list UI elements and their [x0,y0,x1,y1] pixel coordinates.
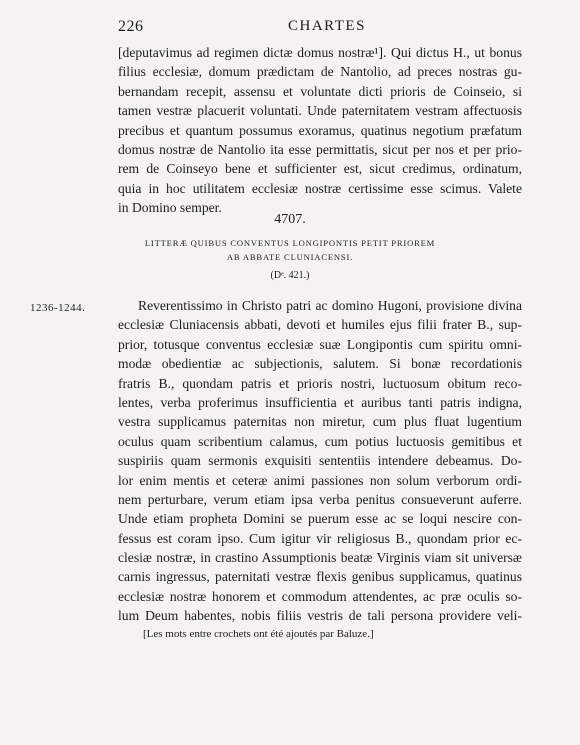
text-line: fratris B., quondam patris et prioris nostri, luctuosum obitum reco- [118,375,522,391]
text-line: fessus est coram ipso. Cum igitur vir religiosus B., quondam prior ec- [118,530,522,546]
text-line: filius ecclesiæ, domum prædictam de Nantolio, ad preces nostras gu- [118,64,522,80]
document-heading-line-1: LITTERÆ QUIBUS CONVENTUS LONGIPONTIS PETIT PRIOREM [144,238,436,248]
document-reference: (Dᵉ. 421.) [270,270,310,281]
text-line: suspiriis quam sermonis exquisiti sententiis intendere debeamus. Do- [118,453,522,469]
text-line: ecclesiæ nostræ honorem et commodum attendentes, ac præ oculis so- [118,588,522,604]
text-line: ecclesiæ Cluniacensis abbati, devoti et humiles ejus filii frater B., sup- [118,317,522,333]
running-title: CHARTES [288,18,366,34]
text-line: prior, totusque conventus ecclesiæ suæ Longipontis cum spiritu omni- [118,336,522,352]
text-line: tamen vestræ placuerit voluntati. Unde paternitatem vestram affectuosis [118,103,522,119]
text-line: lum Deum habentes, nobis filiis vestris de tali persona providere veli- [118,608,522,624]
text-line: carnis ingressus, paternitati vestræ flexis genibus supplicamus, quatinus [118,569,522,585]
text-line: clesiæ nostræ, in crastino Assumptionis beatæ Virginis viam sit universæ [118,550,522,566]
document-heading-line-2: AB ABBATE CLUNIACENSI. [226,252,354,262]
text-line: oculus quam scribentium calamus, cum potius luctuosis gemitibus et [118,433,522,449]
text-line: lor enim mentis et ceteræ animi passiones non solum verborum ordi- [118,472,522,488]
text-line: in Domino semper. [118,200,222,216]
page-header [118,18,518,38]
text-line: nem perturbare, verum etiam ipsa verba penitus consueverunt auferre. [118,491,522,507]
text-line: Unde etiam propheta Domini se puerum esse ac se loqui nescire con- [118,511,522,527]
text-line: precibus et quantum possumus exoramus, quatinus negotium præfatum [118,122,522,138]
document-number: 4707. [274,212,306,227]
text-line: lentes, verba proferimus insufficientia et auribus tanti patris indigna, [118,394,522,410]
footnote: [Les mots entre crochets ont été ajoutés par Baluze.] [143,628,374,640]
page-number: 226 [118,18,144,35]
text-line: Reverentissimo in Christo patri ac domino Hugoni, provisione divina [138,298,522,313]
text-line: [deputavimus ad regimen dictæ domus nostræ¹]. Qui dictus H., ut bonus [118,45,522,60]
letter-body [118,296,522,626]
text-line: bernandam recepit, assensu et voluntate dicti prioris de Coinseio, si [118,83,522,99]
margin-date: 1236-1244. [30,302,86,314]
text-line: domus nostræ de Nantolio ita esse permittatis, sicut per nos et per prio- [118,141,522,157]
text-line: quia in hoc utilitatem ecclesiæ nostræ certissime esse scimus. Valete [118,180,522,196]
text-line: modæ obedientiæ ac subjectionis, salutem. Si bonæ recordationis [118,356,522,372]
text-line: vestra supplicamus paternitas non miretur, cum plus fluat lugentium [118,414,522,430]
text-line: rem de Coinseyo bene et sufficienter est, sicut credimus, ordinatum, [118,161,522,177]
paragraph-continued [118,43,522,218]
